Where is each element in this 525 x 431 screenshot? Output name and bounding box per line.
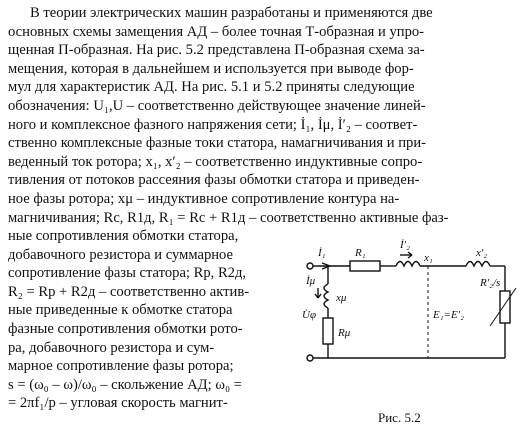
text-line: s = (ω₀ – ω)/ω₀ – скольжение АД; ω₀ = (8, 376, 242, 393)
text-line: сопротивление фазы статора; Rp, R2д, (8, 265, 247, 282)
text-line: ные приведенные к обмотке статора (8, 302, 233, 319)
inductor-x2 (466, 262, 490, 267)
circuit-figure (300, 226, 522, 431)
label-Rmu: Rμ (338, 327, 351, 339)
terminal-bottom (307, 355, 313, 361)
text-line: фазные сопротивления обмотки рото- (8, 320, 243, 337)
resistor-Rmu (323, 318, 333, 344)
label-R1: R₁ (355, 247, 366, 259)
label-I2: İ′₂ (400, 239, 410, 251)
text-line: ное фазы ротора; xμ – индуктивное сопротивление контура на- (8, 190, 400, 207)
text-line: мул для характеристик АД. На рис. 5.1 и 5.2 приняты следующие (8, 79, 415, 96)
text-line: добавочного резистора и суммарное (8, 246, 234, 263)
label-x1: x₁ (424, 252, 433, 264)
text-line: магничивания; Rc, R1д, R₁ = Rc + R1д – соответственно активные фаз- (8, 209, 449, 226)
equivalent-circuit-diagram (300, 226, 522, 408)
terminal-top (307, 263, 313, 269)
text-line: ные сопротивления обмотки статора, (8, 228, 239, 244)
text-line: = 2πf₁/p – угловая скорость магнит- (8, 395, 228, 412)
text-line: основных схемы замещения АД – более точная Т-образная и упро- (8, 23, 425, 40)
label-U: U̇φ (302, 309, 317, 321)
inductor-xmu (324, 284, 328, 308)
resistor-R1 (350, 261, 380, 271)
text-line: ственно комплексные фазные токи статора, намагничивания и при- (8, 135, 427, 152)
inductor-x1 (396, 262, 420, 267)
label-E: E₁=E′₂ (433, 309, 464, 321)
label-Imu: İμ (306, 275, 316, 287)
text-line: марное сопротивление фазы ротора; (8, 358, 234, 375)
figure-caption: Рис. 5.2 (378, 410, 421, 425)
text-line: ного и комплексное фазного напряжения сети; İ₁, İμ, İ′₂ – соответ- (8, 116, 418, 133)
label-x2: x′₂ (476, 247, 488, 259)
label-xmu: xμ (336, 292, 347, 304)
body-text-top (8, 4, 518, 227)
text-line: ра, добавочного резистора и сум- (8, 339, 215, 356)
text-line: мещения, которая в дальнейшем и используется при выводе фор- (8, 60, 414, 77)
text-line: обозначения: U₁,U – соответственно действующее значение линей- (8, 97, 426, 114)
label-R2s: R′₂/s (480, 277, 501, 289)
body-text-left-column (8, 227, 298, 413)
text-line: В теории электрических машин разработаны и применяются две (30, 5, 433, 21)
text-line: веденный ток ротора; x₁, x′₂ – соответственно индуктивные сопро- (8, 153, 423, 170)
resistor-R2s (500, 291, 510, 323)
text-line: щенная П-образная. На рис. 5.2 представлена П-образная схема за- (8, 42, 425, 59)
label-I1: İ₁ (318, 247, 326, 259)
text-line: тивления от потоков рассеяния фазы обмотки статора и приведен- (8, 172, 420, 189)
text-line: R₂ = Rp + R2д – соответственно актив- (8, 283, 250, 300)
